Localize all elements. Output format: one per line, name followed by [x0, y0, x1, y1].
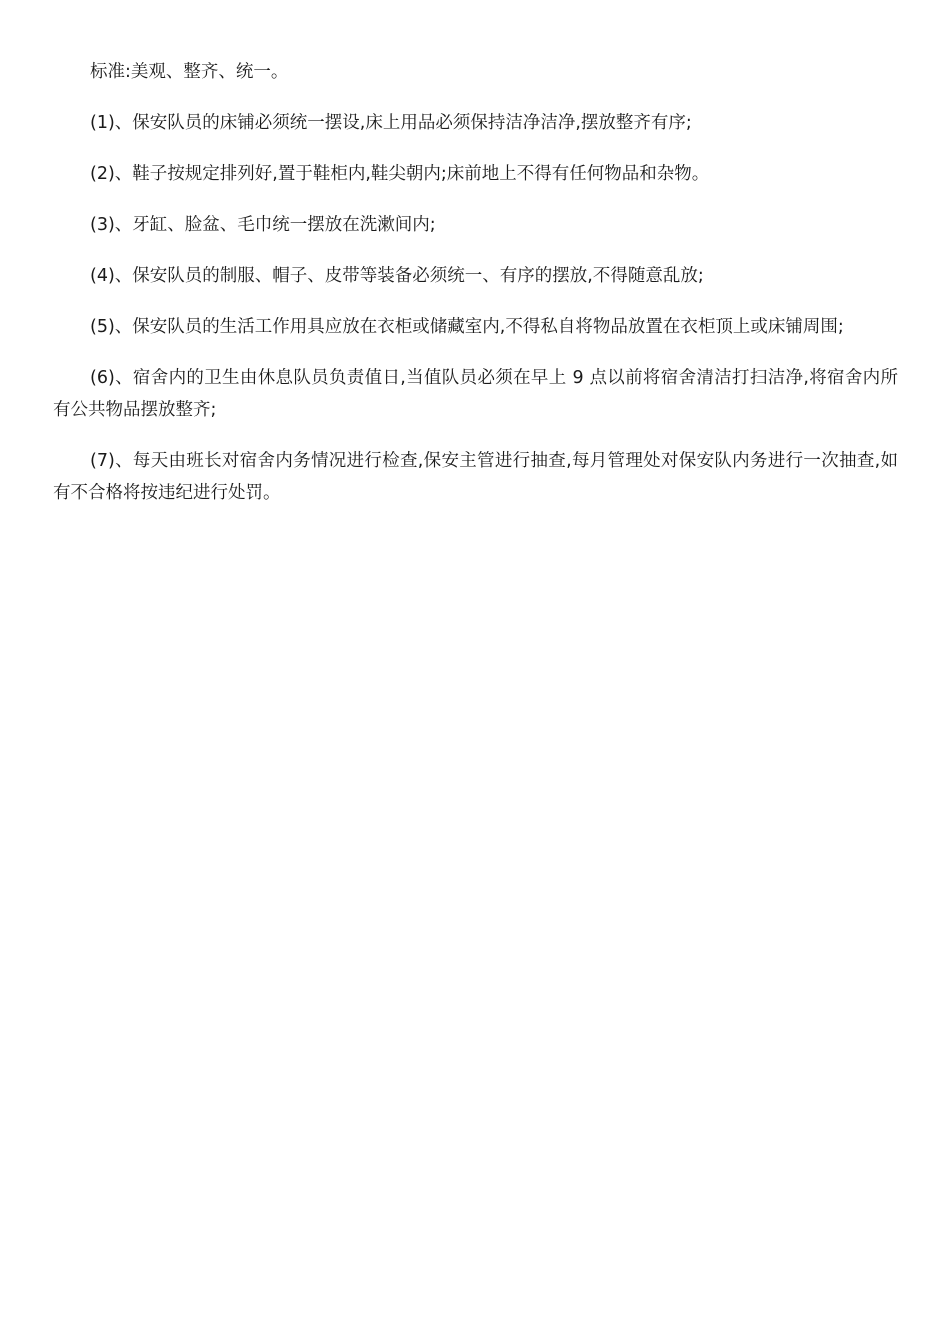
document-body [53, 56, 898, 528]
rule-paragraph-1: (1)、保安队员的床铺必须统一摆设,床上用品必须保持洁净洁净,摆放整齐有序; [90, 113, 692, 133]
rule-paragraph-7: (7)、每天由班长对宿舍内务情况进行检查,保安主管进行抽查,每月管理处对保安队内务进行一次抽查,如有不合格将按违纪进行处罚。 [53, 451, 898, 503]
rule-paragraph-4: (4)、保安队员的制服、帽子、皮带等装备必须统一、有序的摆放,不得随意乱放; [90, 266, 704, 286]
standard-paragraph: 标准:美观、整齐、统一。 [90, 62, 289, 82]
rule-paragraph-2: (2)、鞋子按规定排列好,置于鞋柜内,鞋尖朝内;床前地上不得有任何物品和杂物。 [90, 164, 710, 184]
rule-paragraph-6: (6)、宿舍内的卫生由休息队员负责值日,当值队员必须在早上 9 点以前将宿舍清洁打扫洁净,将宿舍内所有公共物品摆放整齐; [53, 368, 898, 420]
rule-paragraph-3: (3)、牙缸、脸盆、毛巾统一摆放在洗漱间内; [90, 215, 436, 235]
rule-paragraph-5: (5)、保安队员的生活工作用具应放在衣柜或储藏室内,不得私自将物品放置在衣柜顶上或床铺周围; [90, 317, 844, 337]
